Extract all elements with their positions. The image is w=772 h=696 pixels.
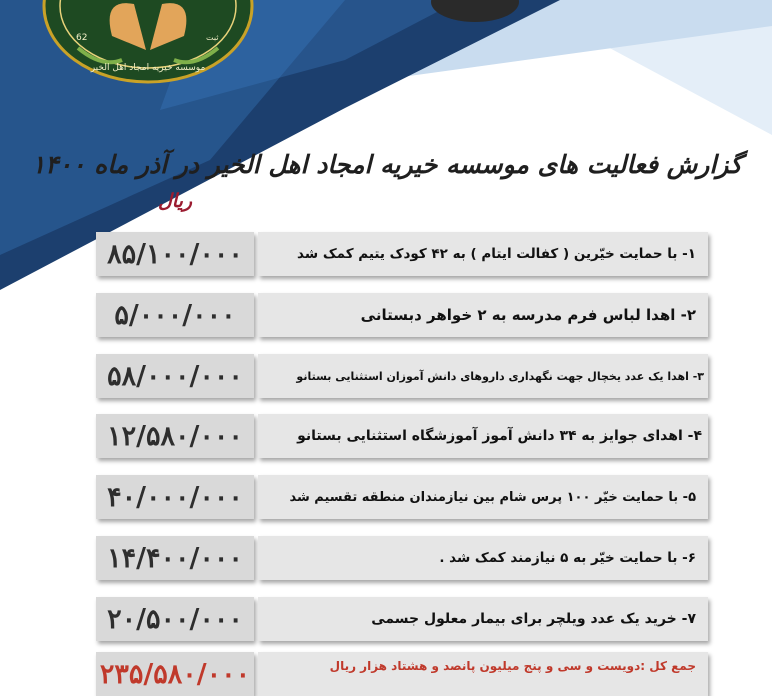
logo-text: موسسه خیریه امجاد اهل الخیر bbox=[90, 63, 206, 73]
activity-row bbox=[96, 232, 708, 276]
activity-description: ۳- اهدا یک عدد یخچال جهت نگهداری داروهای دانش آموزان استثنایی بستانو bbox=[258, 354, 708, 398]
logo-number: 62 bbox=[76, 33, 88, 43]
activity-amount: ۱۴/۴۰۰/۰۰۰ bbox=[96, 536, 254, 580]
activity-row bbox=[96, 475, 708, 519]
charity-logo bbox=[42, 0, 254, 84]
total-row bbox=[96, 652, 708, 696]
activity-row bbox=[96, 597, 708, 641]
activity-amount: ۵/۰۰۰/۰۰۰ bbox=[96, 293, 254, 337]
activity-row bbox=[96, 354, 708, 398]
activity-amount: ۴۰/۰۰۰/۰۰۰ bbox=[96, 475, 254, 519]
activity-row bbox=[96, 414, 708, 458]
activity-description: ۴- اهدای جوایز به ۳۴ دانش آموز آموزشگاه استثنایی بستانو bbox=[258, 414, 708, 458]
activity-description: ۲- اهدا لباس فرم مدرسه به ۲ خواهر دبستانی bbox=[258, 293, 708, 337]
report-title: گزارش فعالیت های موسسه خیریه امجاد اهل الخیر در آذر ماه ۱۴۰۰ bbox=[31, 150, 742, 179]
total-amount: ۲۳۵/۵۸۰/۰۰۰ bbox=[96, 652, 254, 696]
logo-badge: ثبت bbox=[206, 33, 219, 42]
currency-unit: ریال bbox=[158, 190, 193, 212]
activity-amount: ۸۵/۱۰۰/۰۰۰ bbox=[96, 232, 254, 276]
activity-description: ۵- با حمایت خیّر ۱۰۰ پرس شام بین نیازمندان منطقه تقسیم شد bbox=[258, 475, 708, 519]
activity-row bbox=[96, 536, 708, 580]
activity-amount: ۱۲/۵۸۰/۰۰۰ bbox=[96, 414, 254, 458]
activity-description: ۶- با حمایت خیّر به ۵ نیازمند کمک شد . bbox=[258, 536, 708, 580]
activity-description: ۷- خرید یک عدد ویلچر برای بیمار معلول جسمی bbox=[258, 597, 708, 641]
activity-amount: ۲۰/۵۰۰/۰۰۰ bbox=[96, 597, 254, 641]
activity-description: ۱- با حمایت خیّرین ( کفالت ایتام ) به ۴۲ کودک یتیم کمک شد bbox=[258, 232, 708, 276]
activity-amount: ۵۸/۰۰۰/۰۰۰ bbox=[96, 354, 254, 398]
activity-row bbox=[96, 293, 708, 337]
total-description: جمع کل :دویست و سی و پنج میلیون پانصد و هشتاد هزار ریال bbox=[258, 652, 708, 696]
